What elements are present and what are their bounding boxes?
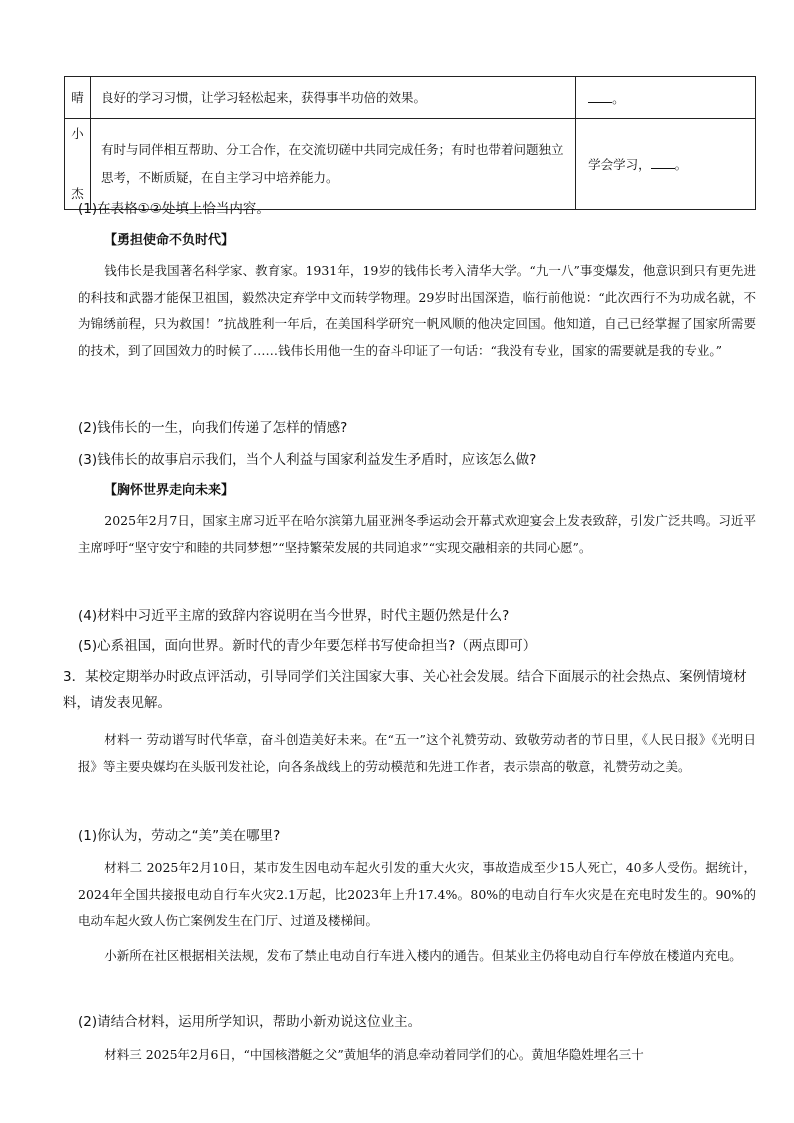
answer-suffix: 。 bbox=[674, 157, 688, 172]
answer-prefix: 学会学习， bbox=[588, 157, 651, 172]
question-2: (2)钱伟长的一生，向我们传递了怎样的情感? bbox=[78, 420, 348, 436]
section-heading: 【勇担使命不负时代】 bbox=[104, 233, 235, 248]
problem-3-question-2: (2)请结合材料，运用所学知识，帮助小新劝说这位业主。 bbox=[78, 1014, 422, 1030]
answer-cell bbox=[576, 119, 756, 210]
question-5: (5)心系祖国，面向世界。新时代的青少年要怎样书写使命担当?（两点即可） bbox=[78, 638, 537, 654]
material-2: 材料二 2025年2月10日，某市发生因电动车起火引发的重大火灾，事故造成至少15人死亡，40多人受伤。据统计，2024年全国共接报电动自行车火灾2.1万起，比2023年上升17.4%。80%的电动自行车火灾是在充电时发生的。90%的电动车起火致人伤亡案例发生在门厅、过道及楼梯间。 bbox=[78, 860, 756, 928]
section-heading: 【胸怀世界走向未来】 bbox=[104, 483, 235, 498]
description-cell: 良好的学习习惯，让学习轻松起来，获得事半功倍的效果。 bbox=[90, 77, 575, 119]
fill-blank[interactable] bbox=[651, 156, 675, 169]
question-4: (4)材料中习近平主席的致辞内容说明在当今世界，时代主题仍然是什么? bbox=[78, 608, 510, 624]
answer-suffix: 。 bbox=[612, 90, 625, 106]
material-paragraph: 钱伟长是我国著名科学家、教育家。1931年，19岁的钱伟长考入清华大学。“九一八”事变爆发，他意识到只有更先进的科技和武器才能保卫祖国，毅然决定弃学中文而转学物理。29岁时出国深造，临行前他说：“此次西行不为功成名就，不为锦绣前程，只为救国！”抗战胜利一年后，在美国科学研究一帆风顺的他决定回国。他知道，自己已经掌握了国家所需要的技术，到了回国效力的时候了……钱伟长用他一生的奋斗印证了一句话：“我没有专业，国家的需要就是我的专业。” bbox=[78, 263, 756, 358]
fill-blank[interactable] bbox=[588, 90, 612, 103]
name-char: 小 bbox=[71, 126, 84, 141]
student-name-cell: 晴 bbox=[65, 77, 91, 119]
student-name-cell bbox=[65, 119, 91, 210]
material-paragraph: 2025年2月7日，国家主席习近平在哈尔滨第九届亚洲冬季运动会开幕式欢迎宴会上发表致辞，引发广泛共鸣。习近平主席呼吁“坚守安宁和睦的共同梦想”“坚持繁荣发展的共同追求”“实现交融相亲的共同心愿”。 bbox=[78, 513, 756, 555]
name-char: 杰 bbox=[71, 186, 84, 201]
material-1: 材料一 劳动谱写时代华章，奋斗创造美好未来。在“五一”这个礼赞劳动、致敬劳动者的节日里，《人民日报》《光明日报》等主要央媒均在头版刊发社论，向各条战线上的劳动模范和先进工作者，表示崇高的敬意，礼赞劳动之美。 bbox=[78, 732, 756, 774]
material-2-case: 小新所在社区根据相关法规，发布了禁止电动自行车进入楼内的通告。但某业主仍将电动自行车停放在楼道内充电。 bbox=[104, 948, 742, 963]
question-3: (3)钱伟长的故事启示我们，当个人利益与国家利益发生矛盾时，应该怎么做? bbox=[78, 452, 537, 468]
question-1: (1)在表格①②处填上恰当内容。 bbox=[78, 201, 270, 217]
problem-3-intro: 3．某校定期举办时政点评活动，引导同学们关注国家大事、关心社会发展。结合下面展示的社会热点、案例情境材料，请发表见解。 bbox=[63, 669, 747, 711]
table-row bbox=[65, 77, 756, 119]
problem-3-question-1: (1)你认为，劳动之“美”美在哪里? bbox=[78, 828, 281, 844]
answer-cell bbox=[576, 77, 756, 119]
table-row bbox=[65, 119, 756, 210]
material-3: 材料三 2025年2月6日，“中国核潜艇之父”黄旭华的消息牵动着同学们的心。黄旭华隐姓埋名三十 bbox=[104, 1047, 644, 1062]
study-habits-table bbox=[64, 76, 756, 210]
description-cell: 有时与同伴相互帮助、分工合作，在交流切磋中共同完成任务；有时也带着问题独立思考，不断质疑，在自主学习中培养能力。 bbox=[90, 119, 575, 210]
